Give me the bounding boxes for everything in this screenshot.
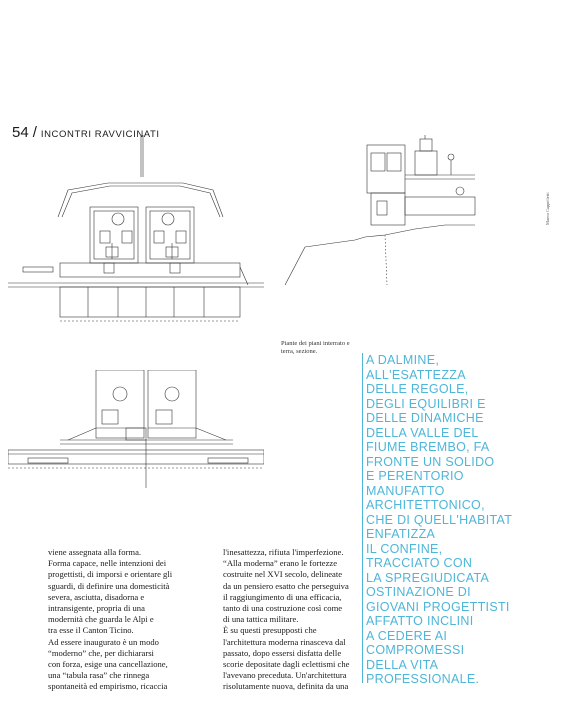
photo-credit: Marco Cappelletti (545, 192, 550, 225)
section-title: INCONTRI RAVVICINATI (40, 129, 160, 140)
body-column-1: viene assegnata alla forma. Forma capace, nelle intenzioni dei progettisti, di imporsi e orientare gli sguardi, di definire una domesticità severa, asciutta, disadorna e intransigente, propria di una modernità che guarda le Alpi e tra esse il Canton Ticino. Ad essere inaugurato è un modo “moderno” che, per dichiararsi con forza, esige una cancellazione, una “tabula rasa” che rinnega spontaneità ed empirismo, ricaccia (48, 547, 173, 692)
body-column-2: l'inesattezza, rifiuta l'imperfezione. “Alla moderna” erano le fortezze costruite nel XVI secolo, delineate da un pensiero esatto che perseguiva il raggiungimento di una efficacia, tanto di una costruzione così come di una tattica militare. È su questi presupposti che l'architettura moderna rinasceva dal passato, dopo essersi disfatta delle scorie depositate dagli eclettismi che l'avevano preceduta. Un'architettura risolutamente nuova, definita da una (223, 547, 350, 692)
floor-plan-drawing-upper (8, 135, 264, 325)
section-drawing (275, 135, 500, 285)
pullquote: A DALMINE, ALL'ESATTEZZA DELLE REGOLE, DEGLI EQUILIBRI E DELLE DINAMICHE DELLA VALLE DEL FIUME BREMBO, FA FRONTE UN SOLIDO E PERENTORIO MANUFATTO ARCHITETTONICO, CHE DI QUELL'HABITAT ENFATIZZA IL CONFINE, TRACCIATO CON LA SPREGIUDICATA OSTINAZIONE DI GIOVANI PROGETTISTI AFFATTO INCLINI A CEDERE AI COMPROMESSI DELLA VITA PROFESSIONALE. (366, 353, 513, 686)
page-number: 54 (12, 124, 29, 141)
floor-plan-drawing-lower (8, 370, 264, 495)
header-slash: / (32, 124, 37, 141)
figure-caption: Piante dei piani interrato e terra, sezione. (281, 340, 350, 355)
